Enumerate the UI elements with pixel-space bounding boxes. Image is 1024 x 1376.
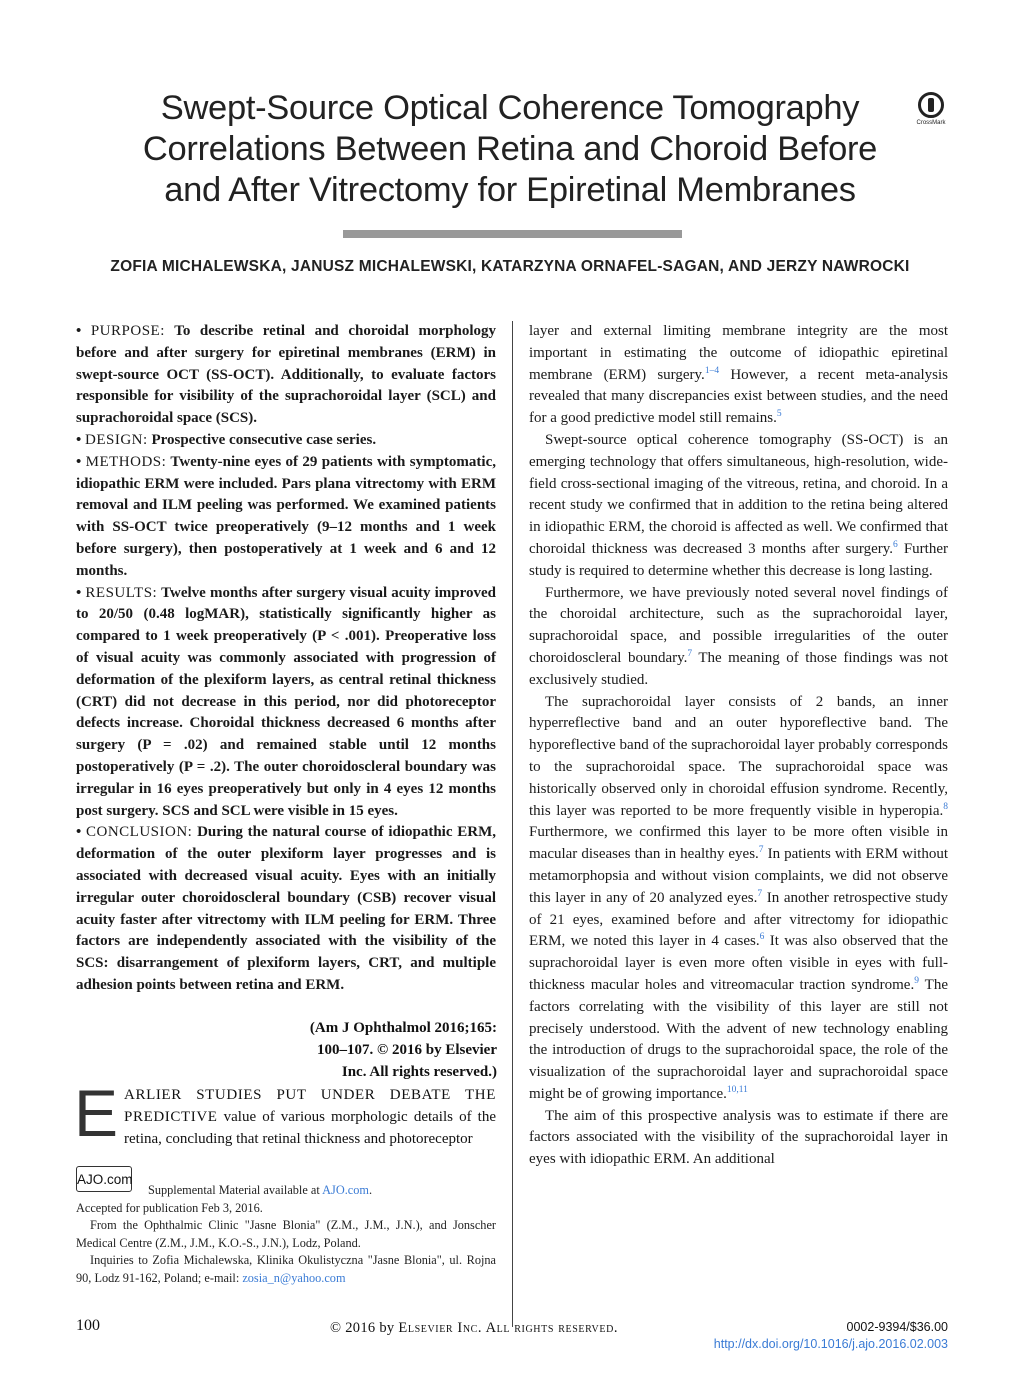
copyright-prefix: © 2016 by: [330, 1320, 399, 1336]
accepted-note: Accepted for publication Feb 3, 2016.: [76, 1200, 263, 1215]
text-run: Furthermore, we confirmed this layer to be more often visible in macular diseases than in healthy eyes.: [529, 824, 948, 863]
results-label: RESULTS:: [85, 584, 158, 601]
supplemental-text: Supplemental Material available at: [148, 1183, 323, 1197]
crossmark-label: CrossMark: [916, 120, 946, 126]
introduction: [74, 1076, 496, 1150]
crossmark-icon: [918, 92, 944, 118]
body-paragraph: [529, 430, 948, 583]
doi-link[interactable]: http://dx.doi.org/10.1016/j.ajo.2016.02.003: [713, 1337, 948, 1351]
text-run: In patients with ERM without metamorphopsia and without vision complaints, we did not observe this layer in any of 20 analyzed eyes.: [529, 846, 948, 906]
drop-cap: E: [74, 1076, 119, 1150]
email-link[interactable]: zosia_n@yahoo.com: [242, 1270, 346, 1285]
title-divider: [343, 230, 682, 238]
title-line: Correlations Between Retina and Choroid Before: [142, 130, 878, 168]
body-column-right: [529, 321, 948, 1171]
reference-link[interactable]: 6: [893, 539, 898, 550]
reference-link[interactable]: 5: [776, 409, 782, 420]
copyright-publisher: Elsevier Inc. All rights reserved.: [398, 1320, 619, 1336]
reference-link[interactable]: 8: [943, 801, 948, 812]
text-run: layer and external limiting membrane integrity are the most important in estimating the outcome of idiopathic epiretinal membrane (ERM) surgery.: [529, 323, 948, 383]
body-paragraph: [529, 321, 948, 430]
purpose-label: PURPOSE:: [90, 323, 165, 339]
abstract-citation: (Am J Ophthalmol 2016;165: 100–107. © 2016 by Elsevier Inc. All rights reserved.): [309, 1020, 497, 1080]
affiliation-note: From the Ophthalmic Clinic "Jasne Blonia" (Z.M., J.M., J.N.), and Jonscher Medical Centre (Z.M., J.M., K.O.-S., J.N.), Lodz, Poland.: [76, 1218, 496, 1250]
ajo-logo[interactable]: AJO.com: [76, 1166, 132, 1192]
text-run: Swept-source optical coherence tomography (SS-OCT) is an emerging technology that offers simultaneous, high-resolution, wide-field cross-sectional imaging of the vitreous, retina, and choroid. In a recent study we confirmed that in addition to the retina being altered in idiopathic ERM, the choroid is affected as well. We confirmed that choroidal thickness was decreased 3 months after surgery.: [529, 431, 948, 557]
reference-link[interactable]: 1–4: [704, 365, 720, 376]
text-run: However, a recent meta-analysis revealed that many discrepancies exist between studies, and the need for a good predictive model still remains.: [529, 366, 948, 427]
intro-paragraph: [74, 1076, 496, 1150]
reference-link[interactable]: 6: [759, 932, 765, 943]
conclusion-text: During the natural course of idiopathic ERM, deformation of the outer plexiform layer progresses and is associated with decreased visual acuity. Eyes with an initially irregular outer choroidoscleral boundary (CSB) recover visual acuity faster after vitrectomy with ILM peeling for ERM. Three factors are independently associated with the visibility of the SCS: disarrangement of plexiform layers, CRT, and multiple adhesion points between retina and ERM.: [76, 824, 496, 993]
body-paragraph: [529, 692, 948, 1106]
inquiries-text: Inquiries to Zofia Michalewska, Klinika Okulistyczna "Jasne Blonia", ul. Rojna 90, Lodz 91-162, Poland; e-mail:: [76, 1253, 496, 1285]
abstract-purpose: • PURPOSE: To describe retinal and choroidal morphology before and after surgery for epiretinal membranes (ERM) in swept-source OCT (SS-OCT). Additionally, to evaluate factors responsible for visibility of the suprachoroidal layer (SCL) and suprachoroidal space (SCS).: [76, 323, 496, 427]
footer-copyright: [330, 1320, 618, 1337]
design-text: Prospective consecutive case series.: [151, 431, 377, 448]
footnotes: [76, 1182, 496, 1288]
issn-price: 0002-9394/$36.00: [846, 1320, 948, 1334]
reference-link[interactable]: 10,11: [726, 1084, 748, 1095]
text-run: Further study is required to determine whether this decrease is long lasting.: [529, 540, 948, 579]
supplemental-note: [76, 1182, 496, 1200]
title-line: and After Vitrectomy for Epiretinal Membranes: [164, 171, 856, 209]
page-number: 100: [76, 1317, 100, 1334]
supplemental-link[interactable]: AJO.com: [322, 1183, 369, 1197]
intro-text: value of various morphologic details of the retina, concluding that retinal thickness and photoreceptor: [124, 1108, 496, 1147]
methods-text: Twenty-nine eyes of 29 patients with symptomatic, idiopathic ERM were included. Pars plana vitrectomy with ERM removal and ILM peeling was performed. We examined patients with SS-OCT twice preoperatively (9–12 months and 1 week before surgery), then postoperatively at 1 week and 6 and 12 months.: [76, 453, 496, 579]
intro-lead-caps: ARLIER STUDIES PUT UNDER DEBATE THE PREDICTIVE: [124, 1087, 496, 1125]
supplemental-end: .: [368, 1183, 373, 1197]
abstract: [76, 321, 496, 997]
text-run: The factors correlating with the visibility of this layer are still not precisely understood. With the advent of new technology enabling the introduction of drugs to the suprachoroidal space, the role of the visualization of the suprachoroidal layer and suprachoroidal space might be of growing importance.: [529, 976, 948, 1102]
reference-link[interactable]: 7: [757, 888, 763, 899]
methods-label: METHODS:: [85, 453, 167, 470]
title-line: Swept-Source Optical Coherence Tomography: [160, 89, 860, 127]
inquiries-note: [76, 1252, 496, 1287]
design-label: DESIGN:: [85, 431, 148, 448]
article-title: [110, 88, 910, 211]
text-run: In another retrospective study of 21 eyes, examined before and after vitrectomy for idiopathic ERM, we noted this layer in 4 cases.: [529, 889, 948, 950]
abstract-results: • RESULTS: Twelve months after surgery visual acuity improved to 20/50 (0.48 logMAR), statistically significantly higher as compared to 1 week preoperatively (P < .001). Preoperative loss of visual acuity was commonly associated with progression of deformation of the plexiform layers, as central retinal thickness (CRT) did not decrease in this period, nor did photoreceptor defects increase. Choroidal thickness decreased 6 months after surgery (P = .02) and remained stable until 12 months postoperatively (P = .2). The outer choroidoscleral boundary was irregular in 16 eyes preoperatively but only in 4 eyes 12 months post surgery. SCS and SCL were visible in 15 eyes.: [76, 584, 496, 819]
abstract-conclusion: • CONCLUSION: During the natural course of idiopathic ERM, deformation of the outer plexiform layer progresses and is associated with decreased visual acuity. Eyes with an initially irregular outer choroidoscleral boundary (CSB) recover visual acuity faster after vitrectomy with ILM peeling for ERM. Three factors are independently associated with the visibility of the SCS: disarrangement of plexiform layers, CRT, and multiple adhesion points between retina and ERM.: [76, 824, 496, 993]
results-text: Twelve months after surgery visual acuity improved to 20/50 (0.48 logMAR), statistically significantly higher as compared to 1 week preoperatively (P < .001). Preoperative loss of visual acuity was commonly associated with progression of deformation of the plexiform layers, as central retinal thickness (CRT) did not decrease in this period, nor did photoreceptor defects increase. Choroidal thickness decreased 6 months after surgery (P = .02) and remained stable until 12 months postoperatively (P = .2). The outer choroidoscleral boundary was irregular in 16 eyes preoperatively but only in 4 eyes 12 months post surgery. SCS and SCL were visible in 15 eyes.: [76, 584, 496, 819]
reference-link[interactable]: 7: [758, 845, 764, 856]
body-paragraph: [529, 583, 948, 692]
text-run: Furthermore, we have previously noted several novel findings of the choroidal architecture, such as the suprachoroidal layer, suprachoroidal space, and possible irregularities of the outer choroidoscleral boundary.: [529, 584, 948, 666]
crossmark-badge[interactable]: [914, 92, 948, 126]
abstract-design: • DESIGN: Prospective consecutive case series.: [76, 431, 377, 448]
column-divider: [512, 321, 513, 1327]
text-run: The meaning of those findings was not exclusively studied.: [529, 649, 948, 688]
reference-link[interactable]: 9: [914, 975, 919, 986]
body-paragraph: The aim of this prospective analysis was to estimate if there are factors associated with the visibility of the suprachoroidal layer in eyes with idiopathic ERM. An additional: [529, 1107, 948, 1168]
text-run: The suprachoroidal layer consists of 2 bands, an inner hyperreflective band and an outer hyporeflective band. The hyporeflective band of the suprachoroidal layer probably corresponds to the suprachoroidal space. The suprachoroidal space was historically observed only in choroidal effusion syndrome. Recently, this layer was reported to be more frequently visible in hyperopia.: [529, 693, 948, 819]
purpose-text: To describe retinal and choroidal morphology before and after surgery for epiretinal membranes (ERM) in swept-source OCT (SS-OCT). Additionally, to evaluate factors responsible for visibility of the suprachoroidal layer (SCL) and suprachoroidal space (SCS).: [76, 323, 496, 427]
conclusion-label: CONCLUSION:: [86, 824, 193, 841]
text-run: It was also observed that the suprachoroidal layer is even more often visible in eyes with full-thickness macular holes and vitreomacular traction syndrome.: [529, 933, 948, 993]
author-list: ZOFIA MICHALEWSKA, JANUSZ MICHALEWSKI, KATARZYNA ORNAFEL-SAGAN, AND JERZY NAWROCKI: [110, 258, 910, 275]
abstract-methods: • METHODS: Twenty-nine eyes of 29 patients with symptomatic, idiopathic ERM were included. Pars plana vitrectomy with ERM removal and ILM peeling was performed. We examined patients with SS-OCT twice preoperatively (9–12 months and 1 week before surgery), then postoperatively at 1 week and 6 and 12 months.: [76, 453, 496, 579]
reference-link[interactable]: 7: [687, 648, 693, 659]
